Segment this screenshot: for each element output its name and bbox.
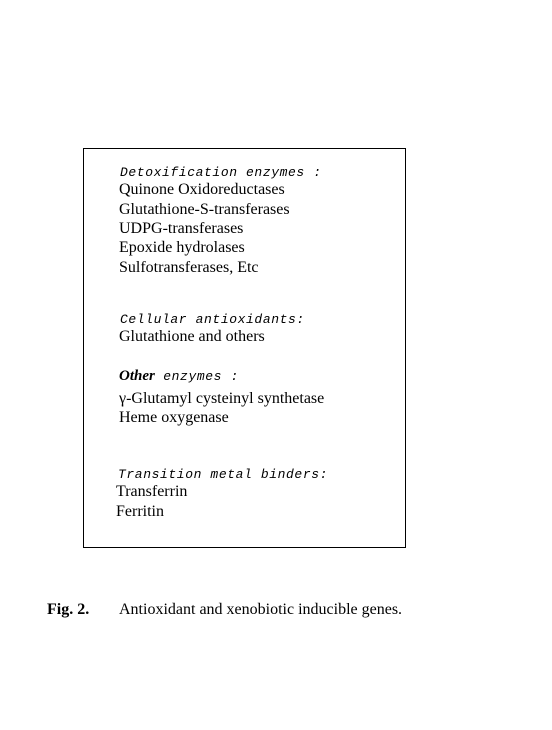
section-heading-cellular-antioxidants: Cellular antioxidants: bbox=[120, 312, 305, 327]
list-item: γ-Glutamyl cysteinyl synthetase bbox=[119, 390, 325, 407]
list-item: Quinone Oxidoreductases bbox=[119, 181, 285, 198]
section-heading-other-rest: enzymes : bbox=[154, 369, 239, 384]
section-heading-transition-metal-binders: Transition metal binders: bbox=[118, 467, 329, 482]
list-item: Heme oxygenase bbox=[119, 409, 229, 426]
list-item: Glutathione and others bbox=[119, 328, 265, 345]
list-item: UDPG-transferases bbox=[119, 220, 244, 237]
list-item: Epoxide hydrolases bbox=[119, 239, 245, 256]
figure-caption-label: Fig. 2. bbox=[47, 601, 90, 618]
list-item: Glutathione-S-transferases bbox=[119, 201, 290, 218]
list-item: Sulfotransferases, Etc bbox=[119, 259, 259, 276]
list-item: Ferritin bbox=[116, 503, 164, 520]
section-heading-other-bold: Other bbox=[119, 368, 155, 384]
section-heading-other-enzymes bbox=[119, 367, 239, 386]
figure-caption-text: Antioxidant and xenobiotic inducible genes. bbox=[119, 601, 403, 618]
section-heading-detoxification: Detoxification enzymes : bbox=[120, 165, 322, 180]
list-item: Transferrin bbox=[116, 483, 188, 500]
